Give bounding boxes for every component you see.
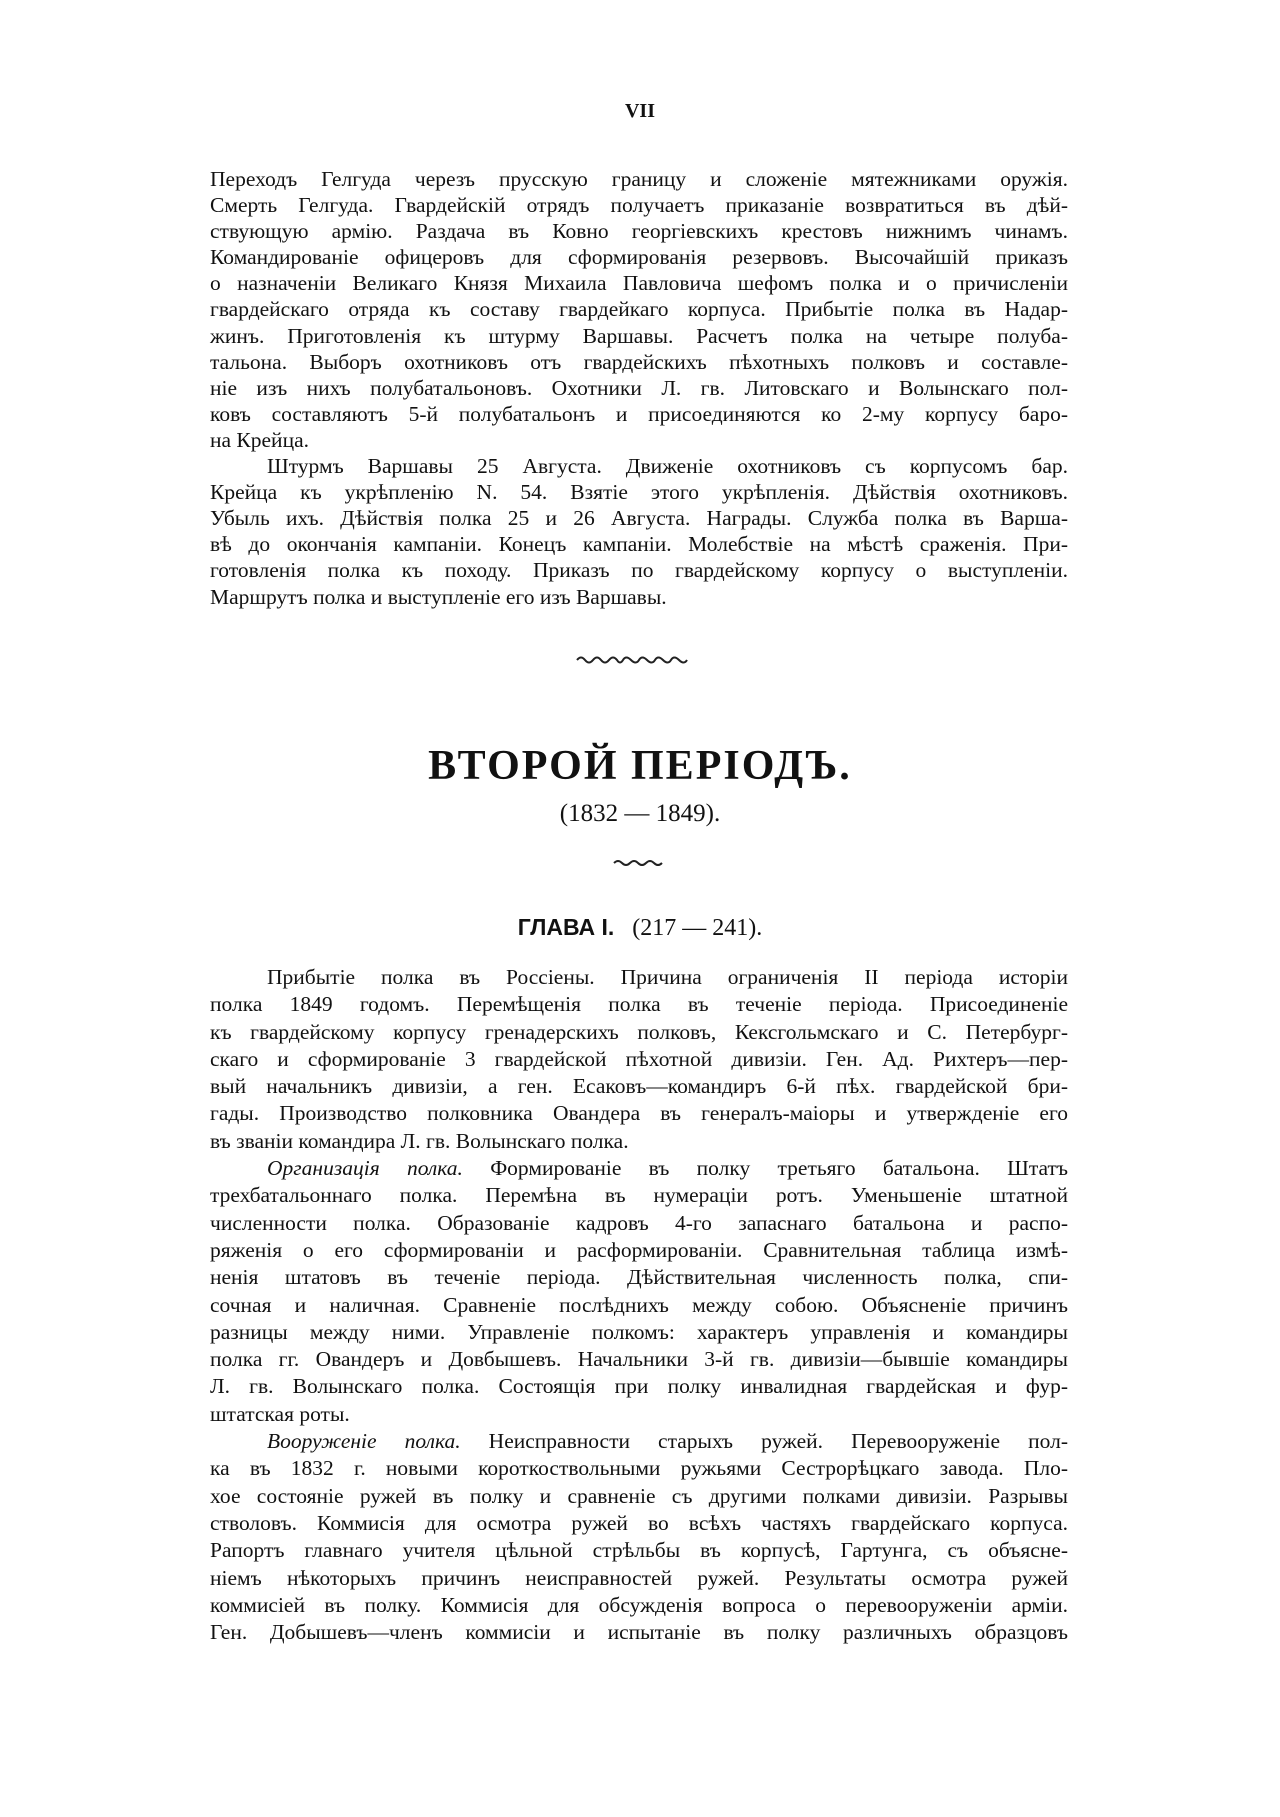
text-line: [210, 166, 1068, 192]
line-text: ковъ составляютъ 5-й полубатальонъ и присоединяются ко 2-му корпусу баро-: [210, 401, 1068, 426]
text-line: [210, 964, 1068, 991]
line-text: стволовъ. Коммисія для осмотра ружей во всѣхъ частяхъ гвардейскаго корпуса.: [210, 1510, 1068, 1535]
line-text: Маршрутъ полка и выступленіе его изъ Варшавы.: [210, 584, 667, 609]
text-line: [210, 1373, 1068, 1400]
line-text: Крейца къ укрѣпленію N. 54. Взятіе этого укрѣпленія. Дѣйствія охотниковъ.: [210, 480, 1068, 505]
line-text: Прибытіе полка въ Россіены. Причина ограниченія II періода исторіи: [267, 965, 1068, 989]
paragraph: [210, 453, 1068, 610]
line-text: гвардейскаго отряда къ составу гвардейкаго корпуса. Прибытіе полка въ Надар-: [210, 297, 1068, 322]
paragraph: [210, 964, 1068, 1155]
squiggle-ornament-icon: [612, 856, 668, 870]
line-text: трехбатальоннаго полка. Перемѣна въ нумераціи ротъ. Уменьшеніе штатной: [210, 1183, 1068, 1208]
line-text: Формированіе въ полку третьяго батальона. Штатъ: [462, 1156, 1068, 1181]
text-line: [210, 1510, 1068, 1537]
line-text: коммисіей въ полку. Коммисія для обсужденія вопроса о перевооруженіи арміи.: [210, 1592, 1068, 1617]
line-text: тальона. Выборъ охотниковъ отъ гвардейскихъ пѣхотныхъ полковъ и составле-: [210, 349, 1068, 374]
paragraph: [210, 1428, 1068, 1646]
text-line: [210, 218, 1068, 244]
text-line: [210, 1292, 1068, 1319]
chapter-pages: (217 — 241).: [632, 915, 763, 941]
text-line: [210, 1073, 1068, 1100]
line-text: Переходъ Гелгуда черезъ прусскую границу и сложеніе мятежниками оружія.: [210, 167, 1068, 191]
squiggle-ornament-icon: [575, 652, 705, 668]
line-text: сочная и наличная. Сравненіе послѣднихъ между собою. Объясненіе причинъ: [210, 1292, 1068, 1317]
text-line: [210, 401, 1068, 427]
text-line: [210, 1592, 1068, 1619]
chapter-summary-bottom: [210, 964, 1068, 1646]
text-line: [210, 375, 1068, 401]
text-line: [210, 1537, 1068, 1564]
ornament-divider: [0, 652, 1280, 673]
line-text: Штурмъ Варшавы 25 Августа. Движеніе охотниковъ съ корпусомъ бар.: [267, 454, 1068, 479]
line-text: ряженія о его сформированіи и расформированіи. Сравнительная таблица измѣ-: [210, 1237, 1068, 1262]
text-line: [210, 192, 1068, 218]
line-text: хое состояніе ружей въ полку и сравненіе съ другими полками дивизіи. Разрывы: [210, 1483, 1068, 1508]
text-line: [210, 296, 1068, 322]
line-text: полка гг. Овандеръ и Довбышевъ. Начальники 3-й гв. дивизіи—бывшіе командиры: [210, 1347, 1068, 1372]
text-line: [210, 1565, 1068, 1592]
text-line: [210, 1455, 1068, 1482]
text-line: [210, 1428, 1068, 1455]
text-line: [210, 323, 1068, 349]
line-text: Л. гв. Волынскаго полка. Состоящія при полку инвалидная гвардейская и фур-: [210, 1374, 1068, 1399]
ornament-divider-small: [0, 856, 1280, 875]
text-line: [210, 1264, 1068, 1291]
text-line: [210, 479, 1068, 505]
section-title: ВТОРОЙ ПЕРІОДЪ.: [428, 743, 852, 789]
line-text: о назначеніи Великаго Князя Михаила Павловича шефомъ полка и о причисленіи: [210, 271, 1068, 296]
text-line: [210, 1237, 1068, 1264]
text-line: [210, 557, 1068, 583]
line-text: разницы между ними. Управленіе полкомъ: характеръ управленія и командиры: [210, 1319, 1068, 1344]
paragraph-lead: Вооруженіе полка.: [267, 1429, 461, 1454]
line-text: гады. Производство полковника Овандера въ генералъ-маіоры и утвержденіе его: [210, 1101, 1068, 1126]
paragraph: [210, 166, 1068, 453]
text-line: [210, 531, 1068, 557]
text-line: [210, 244, 1068, 270]
line-text: въ званіи командира Л. гв. Волынскаго полка.: [210, 1128, 629, 1153]
line-text: численности полка. Образованіе кадровъ 4-го запаснаго батальона и распо-: [210, 1210, 1068, 1235]
line-text: ніе изъ нихъ полубатальоновъ. Охотники Л. гв. Литовскаго и Волынскаго пол-: [210, 375, 1068, 400]
text-line: [210, 1483, 1068, 1510]
text-line: [210, 1019, 1068, 1046]
text-line: [210, 991, 1068, 1018]
section-dates: (1832 — 1849).: [559, 800, 721, 827]
text-line: [210, 1100, 1068, 1127]
chapter-summary-top: [210, 166, 1068, 610]
text-line: [210, 1128, 1068, 1155]
text-line: [210, 1155, 1068, 1182]
chapter-heading: [0, 914, 1280, 942]
text-line: [210, 270, 1068, 296]
page-number: VII: [624, 100, 655, 122]
line-text: Командированіе офицеровъ для сформированія резервовъ. Высочайшій приказъ: [210, 245, 1068, 270]
line-text: штатская роты.: [210, 1401, 350, 1426]
line-text: ствующую армію. Раздача въ Ковно георгіевскихъ крестовъ нижнимъ чинамъ.: [210, 219, 1068, 244]
line-text: Убыль ихъ. Дѣйствія полка 25 и 26 Августа. Награды. Служба полка въ Варша-: [210, 506, 1068, 531]
text-line: [210, 1401, 1068, 1428]
line-text: Неисправности старыхъ ружей. Перевооруженіе пол-: [460, 1429, 1068, 1454]
text-line: [210, 349, 1068, 375]
line-text: ніемъ нѣкоторыхъ причинъ неисправностей ружей. Результаты осмотра ружей: [210, 1565, 1068, 1590]
line-text: полка 1849 годомъ. Перемѣщенія полка въ теченіе періода. Присоединеніе: [210, 992, 1068, 1017]
text-line: [210, 1046, 1068, 1073]
line-text: къ гвардейскому корпусу гренадерскихъ полковъ, Кексгольмскаго и С. Петербург-: [210, 1019, 1068, 1044]
line-text: Смерть Гелгуда. Гвардейскій отрядъ получаетъ приказаніе возвратиться въ дѣй-: [210, 193, 1068, 218]
text-line: [210, 1346, 1068, 1373]
text-line: [210, 1319, 1068, 1346]
text-line: [210, 1210, 1068, 1237]
text-line: [210, 453, 1068, 479]
line-text: скаго и сформированіе 3 гвардейской пѣхотной дивизіи. Ген. Ад. Рихтеръ—пер-: [210, 1046, 1068, 1071]
line-text: ненія штатовъ въ теченіе періода. Дѣйствительная численность полка, спи-: [210, 1265, 1068, 1290]
line-text: вѣ до окончанія кампаніи. Конецъ кампаніи. Молебствіе на мѣстѣ сраженія. При-: [210, 532, 1068, 557]
paragraph: [210, 1155, 1068, 1428]
chapter-label: ГЛАВА I.: [517, 914, 615, 940]
line-text: вый начальникъ дивизіи, а ген. Есаковъ—командиръ 6-й пѣх. гвардейской бри-: [210, 1074, 1068, 1099]
text-line: [210, 427, 1068, 453]
text-line: [210, 1182, 1068, 1209]
line-text: Ген. Добышевъ—членъ коммисіи и испытаніе въ полку различныхъ образцовъ: [210, 1620, 1068, 1645]
paragraph-lead: Организація полка.: [267, 1156, 463, 1181]
text-line: [210, 505, 1068, 531]
line-text: ка въ 1832 г. новыми короткоствольными ружьями Сестрорѣцкаго завода. Пло-: [210, 1456, 1068, 1481]
line-text: на Крейца.: [210, 427, 309, 452]
line-text: готовленія полка къ походу. Приказъ по гвардейскому корпусу о выступленіи.: [210, 558, 1068, 583]
text-line: [210, 584, 1068, 610]
line-text: Рапортъ главнаго учителя цѣльной стрѣльбы въ корпусѣ, Гартунга, съ объясне-: [210, 1538, 1068, 1563]
line-text: жинъ. Приготовленія къ штурму Варшавы. Расчетъ полка на четыре полуба-: [210, 323, 1068, 348]
text-line: [210, 1619, 1068, 1646]
